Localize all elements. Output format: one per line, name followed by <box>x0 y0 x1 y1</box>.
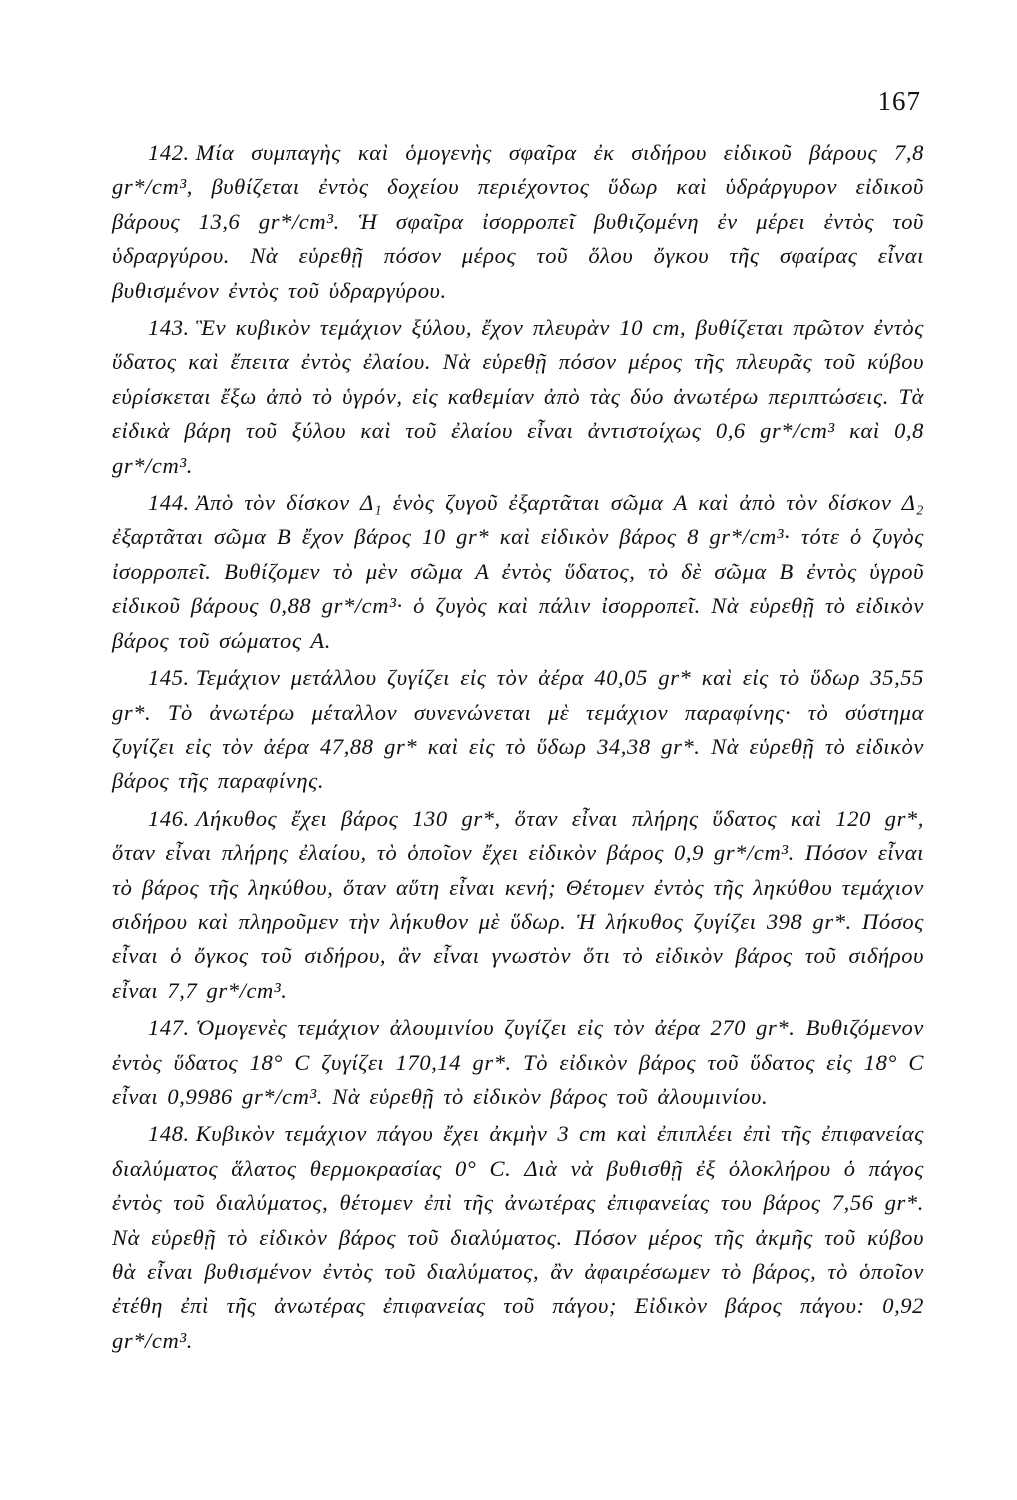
problem-text: Κυβικὸν τεμάχιον πάγου ἔχει ἀκμὴν 3 cm καὶ ἐπιπλέει ἐπὶ τῆς ἐπιφανείας διαλύματος ἅλατος θερμοκρασίας 0° C. Διὰ νὰ βυθισθῇ ἐξ ὁλοκλήρου ὁ πάγος ἐντὸς τοῦ διαλύματος, θέτομεν ἐπὶ τῆς ἀνωτέρας ἐπιφανείας του βάρος 7,56 gr*. Νὰ εὑρεθῇ τὸ εἰδικὸν βάρος τοῦ διαλύματος. Πόσον μέρος τῆς ἀκμῆς τοῦ κύβου θὰ εἶναι βυθισμένον ἐντὸς τοῦ διαλύματος, ἂν ἀφαιρέσωμεν τὸ βάρος, τὸ ὁποῖον ἐτέθη ἐπὶ τῆς ἀνωτέρας ἐπιφανείας τοῦ πάγου; Εἰδικὸν βάρος πάγου: 0,92 gr*/cm³. <box>112 1121 924 1353</box>
problem-number: 143. <box>148 315 190 341</box>
problem-145 <box>112 661 924 799</box>
problem-number: 147. <box>148 1015 190 1041</box>
problem-number: 146. <box>148 805 190 831</box>
page-number: 167 <box>877 86 921 116</box>
problem-number: 144. <box>148 490 190 516</box>
problem-147 <box>112 1011 924 1114</box>
problem-number: 148. <box>148 1121 190 1147</box>
problem-text: Μία συμπαγὴς καὶ ὁμογενὴς σφαῖρα ἐκ σιδήρου εἰδικοῦ βάρους 7,8 gr*/cm³, βυθίζεται ἐντὸς δοχείου περιέχοντος ὕδωρ καὶ ὑδράργυρον εἰδικοῦ βάρους 13,6 gr*/cm³. Ἡ σφαῖρα ἰσορροπεῖ βυθιζομένη ἐν μέρει ἐντὸς τοῦ ὑδραργύρου. Νὰ εὑρεθῇ πόσον μέρος τοῦ ὅλου ὄγκου τῆς σφαίρας εἶναι βυθισμένον ἐντὸς τοῦ ὑδραργύρου. <box>112 140 924 303</box>
problem-list <box>112 136 924 1361</box>
problem-144 <box>112 486 924 658</box>
problem-text: Τεμάχιον μετάλλου ζυγίζει εἰς τὸν ἀέρα 40,05 gr* καὶ εἰς τὸ ὕδωρ 35,55 gr*. Τὸ ἀνωτέρω μέταλλον συνενώνεται μὲ τεμάχιον παραφίνης· τὸ σύστημα ζυγίζει εἰς τὸν ἀέρα 47,88 gr* καὶ εἰς τὸ ὕδωρ 34,38 gr*. Νὰ εὑρεθῇ τὸ εἰδικὸν βάρος τῆς παραφίνης. <box>112 665 924 794</box>
problem-text: Ἓν κυβικὸν τεμάχιον ξύλου, ἔχον πλευρὰν 10 cm, βυθίζεται πρῶτον ἐντὸς ὕδατος καὶ ἔπειτα ἐντὸς ἐλαίου. Νὰ εὑρεθῇ πόσον μέρος τῆς πλευρᾶς τοῦ κύβου εὑρίσκεται ἔξω ἀπὸ τὸ ὑγρόν, εἰς καθεμίαν ἀπὸ τὰς δύο ἀνωτέρω περιπτώσεις. Τὰ εἰδικὰ βάρη τοῦ ξύλου καὶ τοῦ ἐλαίου εἶναι ἀντιστοίχως 0,6 gr*/cm³ καὶ 0,8 gr*/cm³. <box>112 315 924 478</box>
problem-text: Ὁμογενὲς τεμάχιον ἀλουμινίου ζυγίζει εἰς τὸν ἀέρα 270 gr*. Βυθιζόμενον ἐντὸς ὕδατος 18° C ζυγίζει 170,14 gr*. Τὸ εἰδικὸν βάρος τοῦ ὕδατος εἰς 18° C εἶναι 0,9986 gr*/cm³. Νὰ εὑρεθῇ τὸ εἰδικὸν βάρος τοῦ ἀλουμινίου. <box>112 1015 924 1109</box>
problem-142 <box>112 136 924 308</box>
problem-148 <box>112 1117 924 1358</box>
problem-text: Λήκυθος ἔχει βάρος 130 gr*, ὅταν εἶναι πλήρης ὕδατος καὶ 120 gr*, ὅταν εἶναι πλήρης ἐλαίου, τὸ ὁποῖον ἔχει εἰδικὸν βάρος 0,9 gr*/cm³. Πόσον εἶναι τὸ βάρος τῆς ληκύθου, ὅταν αὕτη εἶναι κενή; Θέτομεν ἐντὸς τῆς ληκύθου τεμάχιον σιδήρου καὶ πληροῦμεν τὴν λήκυθον μὲ ὕδωρ. Ἡ λήκυθος ζυγίζει 398 gr*. Πόσος εἶναι ὁ ὄγκος τοῦ σιδήρου, ἂν εἶναι γνωστὸν ὅτι τὸ εἰδικὸν βάρος τοῦ σιδήρου εἶναι 7,7 gr*/cm³. <box>112 805 924 1003</box>
problem-number: 142. <box>148 140 190 165</box>
problem-text: Ἀπὸ τὸν δίσκον Δ₁ ἑνὸς ζυγοῦ ἐξαρτᾶται σῶμα Α καὶ ἀπὸ τὸν δίσκον Δ₂ ἐξαρτᾶται σῶμα Β ἔχον βάρος 10 gr* καὶ εἰδικὸν βάρος 8 gr*/cm³· τότε ὁ ζυγὸς ἰσορροπεῖ. Βυθίζομεν τὸ μὲν σῶμα Α ἐντὸς ὕδατος, τὸ δὲ σῶμα Β ἐντὸς ὑγροῦ εἰδικοῦ βάρους 0,88 gr*/cm³· ὁ ζυγὸς καὶ πάλιν ἰσορροπεῖ. Νὰ εὑρεθῇ τὸ εἰδικὸν βάρος τοῦ σώματος Α. <box>112 490 924 653</box>
problem-146 <box>112 802 924 1008</box>
problem-number: 145. <box>148 665 190 691</box>
problem-143 <box>112 311 924 483</box>
